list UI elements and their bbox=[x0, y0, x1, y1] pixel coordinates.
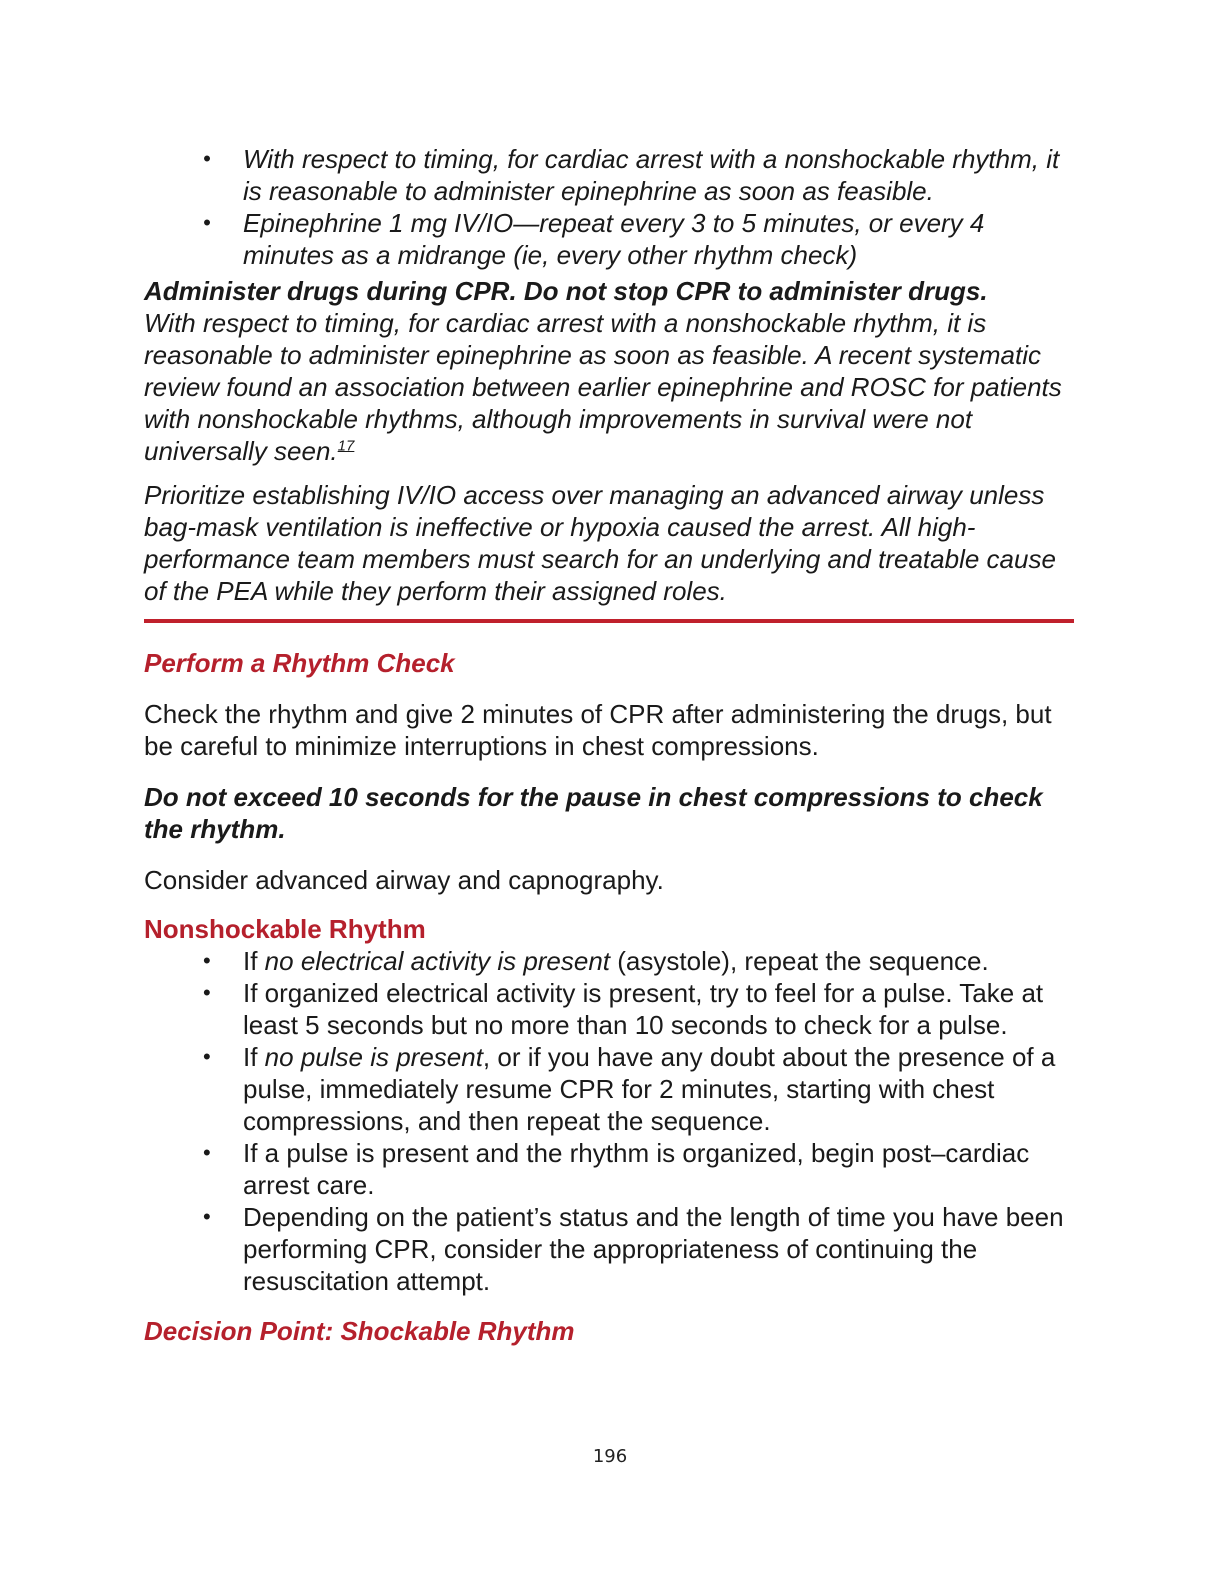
list-item: • With respect to timing, for cardiac arrest with a nonshockable rhythm, it is reasonable to administer epinephrine as soon as feasible. bbox=[243, 143, 1074, 207]
list-item: • If a pulse is present and the rhythm is organized, begin post–cardiac arrest care. bbox=[243, 1137, 1074, 1201]
drugs-paragraph bbox=[144, 307, 1074, 467]
list-item: • Depending on the patient’s status and the length of time you have been performing CPR, consider the appropriateness of continuing the resuscitation attempt. bbox=[243, 1201, 1074, 1297]
pause-warning: Do not exceed 10 seconds for the pause in chest compressions to check the rhythm. bbox=[144, 782, 1043, 844]
section-divider bbox=[144, 619, 1074, 623]
page-number: 196 bbox=[592, 1446, 628, 1467]
bullet-emphasis: no electrical activity is present bbox=[264, 946, 611, 976]
rhythm-check-heading: Perform a Rhythm Check bbox=[144, 648, 455, 678]
nonshockable-heading: Nonshockable Rhythm bbox=[144, 914, 426, 944]
list-item: • Epinephrine 1 mg IV/IO—repeat every 3 to 5 minutes, or every 4 minutes as a midrange (ie, every other rhythm check) bbox=[243, 207, 1074, 271]
decision-point-heading: Decision Point: Shockable Rhythm bbox=[144, 1316, 575, 1346]
bullet-text: (asystole), repeat the sequence. bbox=[610, 946, 989, 976]
list-item bbox=[243, 945, 1074, 977]
rhythm-check-paragraph: Check the rhythm and give 2 minutes of CPR after administering the drugs, but be careful to minimize interruptions in chest compressions. bbox=[144, 699, 1052, 761]
bullet-text: , or if you have any doubt about the presence of a pulse, immediately resume CPR for 2 minutes, starting with chest compressions, and then repeat the sequence. bbox=[243, 1042, 1056, 1136]
list-item: • If organized electrical activity is present, try to feel for a pulse. Take at least 5 seconds but no more than 10 seconds to check for a pulse. bbox=[243, 977, 1074, 1041]
priority-paragraph: Prioritize establishing IV/IO access over managing an advanced airway unless bag-mask ventilation is ineffective or hypoxia caused the arrest. All high-performance team members must search for an underlying and treatable cause of the PEA while they perform their assigned roles. bbox=[144, 480, 1056, 606]
bullet-text: If bbox=[243, 946, 265, 976]
list-item bbox=[243, 1041, 1074, 1137]
reference-link[interactable]: 17 bbox=[337, 437, 355, 455]
nonshockable-bullet-list bbox=[144, 945, 1074, 1297]
page-content bbox=[144, 143, 1074, 1347]
airway-note: Consider advanced airway and capnography. bbox=[144, 865, 664, 895]
bullet-emphasis: no pulse is present bbox=[264, 1042, 483, 1072]
drugs-body: With respect to timing, for cardiac arrest with a nonshockable rhythm, it is reasonable to administer epinephrine as soon as feasible. A recent systematic review found an association between earlier epinephrine and ROSC for patients with nonshockable rhythms, although improvements in survival were not universally seen. bbox=[144, 308, 1062, 466]
bullet-text: If bbox=[243, 1042, 265, 1072]
drugs-heading: Administer drugs during CPR. Do not stop CPR to administer drugs. bbox=[144, 276, 988, 306]
epinephrine-bullet-list bbox=[144, 143, 1074, 271]
